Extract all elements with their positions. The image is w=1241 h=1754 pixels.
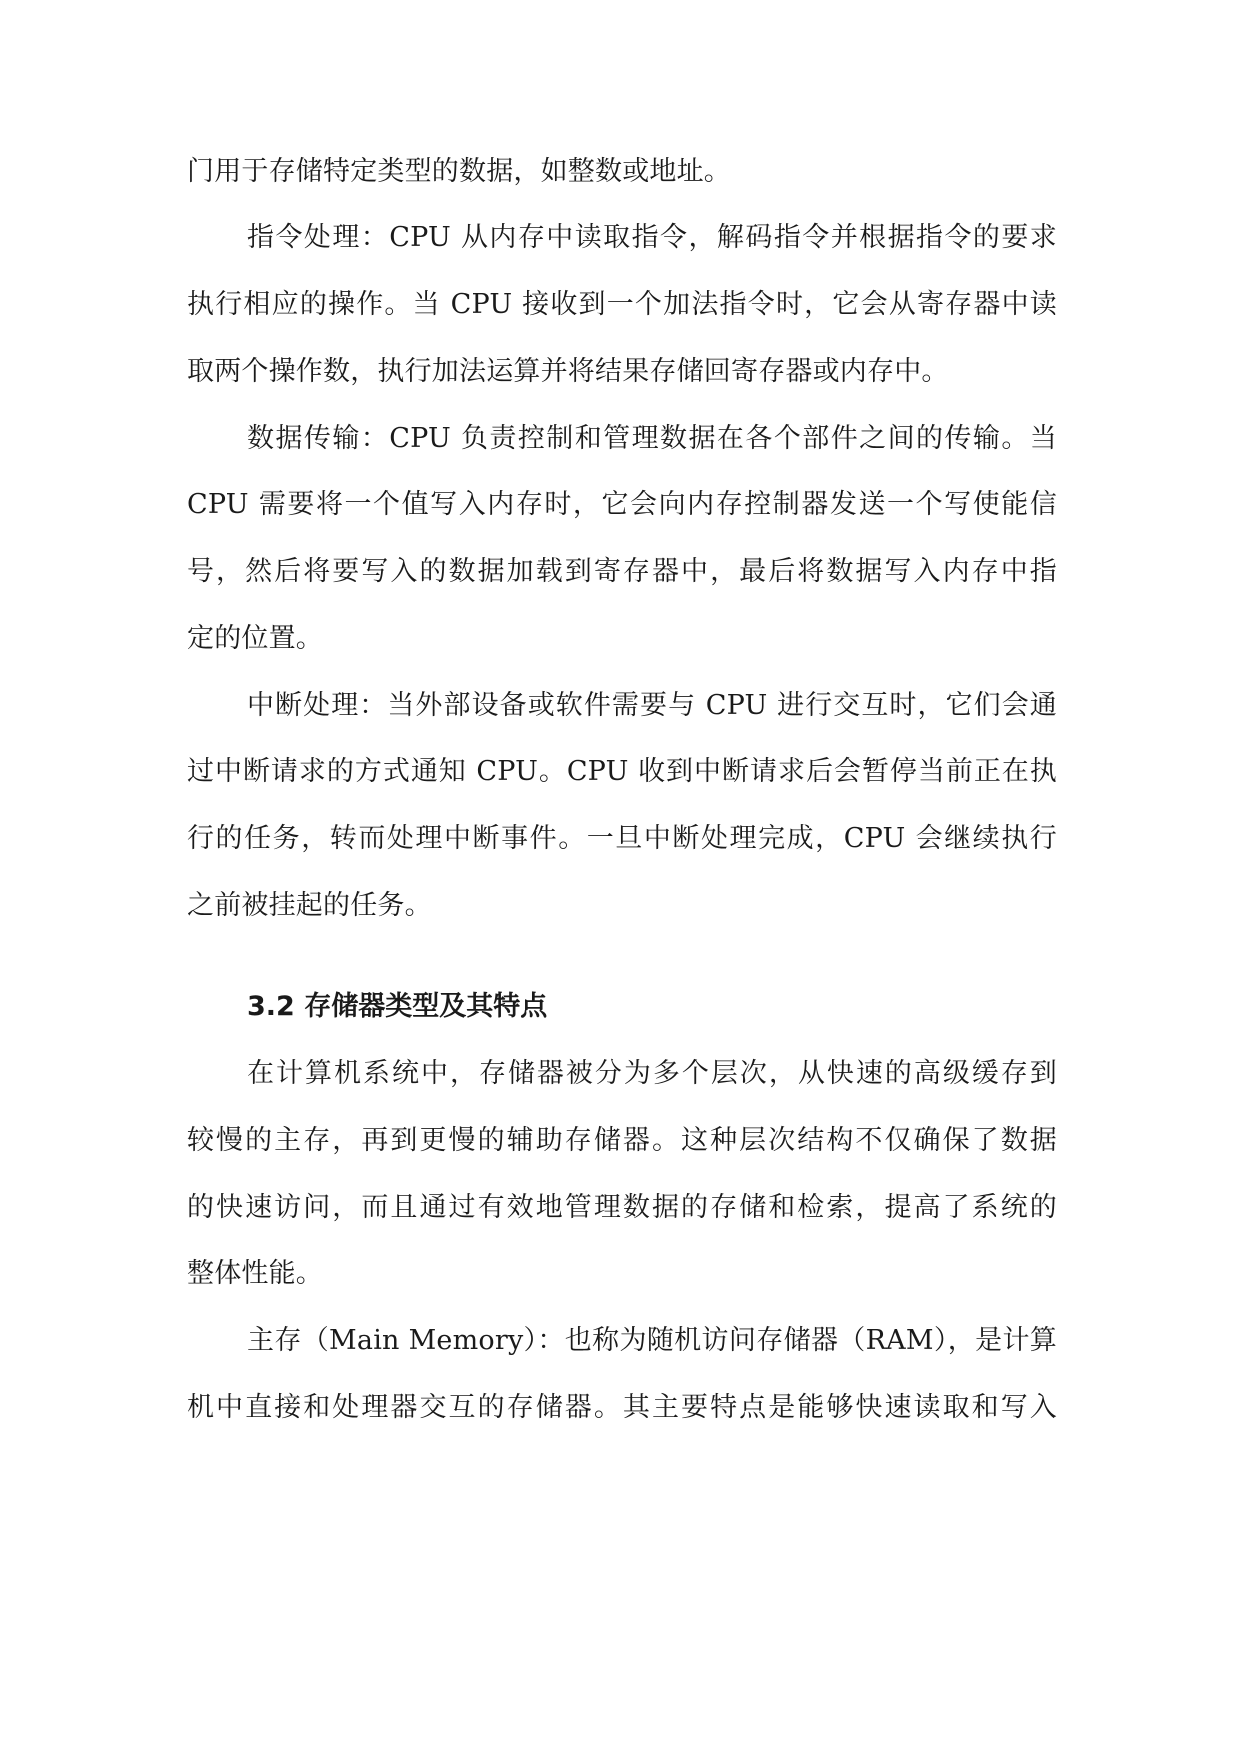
paragraph-line: 号，然后将要写入的数据加载到寄存器中，最后将数据写入内存中指 [187,556,1057,587]
paragraph-line: 在计算机系统中，存储器被分为多个层次，从快速的高级缓存到 [247,1058,1057,1089]
paragraph-line: 的快速访问，而且通过有效地管理数据的存储和检索，提高了系统的 [187,1192,1057,1223]
paragraph-line: 数据传输：CPU 负责控制和管理数据在各个部件之间的传输。当 [247,423,1057,454]
section-heading: 3.2 存储器类型及其特点 [247,991,548,1022]
paragraph-line: 执行相应的操作。当 CPU 接收到一个加法指令时，它会从寄存器中读 [187,289,1057,320]
paragraph-line: 主存（Main Memory）：也称为随机访问存储器（RAM），是计算 [247,1325,1057,1356]
paragraph-line: 门用于存储特定类型的数据，如整数或地址。 [187,156,731,187]
paragraph-line: 指令处理：CPU 从内存中读取指令，解码指令并根据指令的要求 [247,222,1057,253]
paragraph-line: 之前被挂起的任务。 [187,890,432,921]
paragraph-line: 机中直接和处理器交互的存储器。其主要特点是能够快速读取和写入 [187,1392,1057,1423]
paragraph-line: 过中断请求的方式通知 CPU。CPU 收到中断请求后会暂停当前正在执 [187,756,1057,787]
paragraph-line: CPU 需要将一个值写入内存时，它会向内存控制器发送一个写使能信 [187,489,1057,520]
paragraph-line: 行的任务，转而处理中断事件。一旦中断处理完成，CPU 会继续执行 [187,823,1057,854]
paragraph-line: 整体性能。 [187,1258,323,1289]
paragraph-line: 中断处理：当外部设备或软件需要与 CPU 进行交互时，它们会通 [247,690,1057,721]
paragraph-line: 定的位置。 [187,623,323,654]
paragraph-line: 取两个操作数，执行加法运算并将结果存储回寄存器或内存中。 [187,356,949,387]
paragraph-line: 较慢的主存，再到更慢的辅助存储器。这种层次结构不仅确保了数据 [187,1125,1057,1156]
